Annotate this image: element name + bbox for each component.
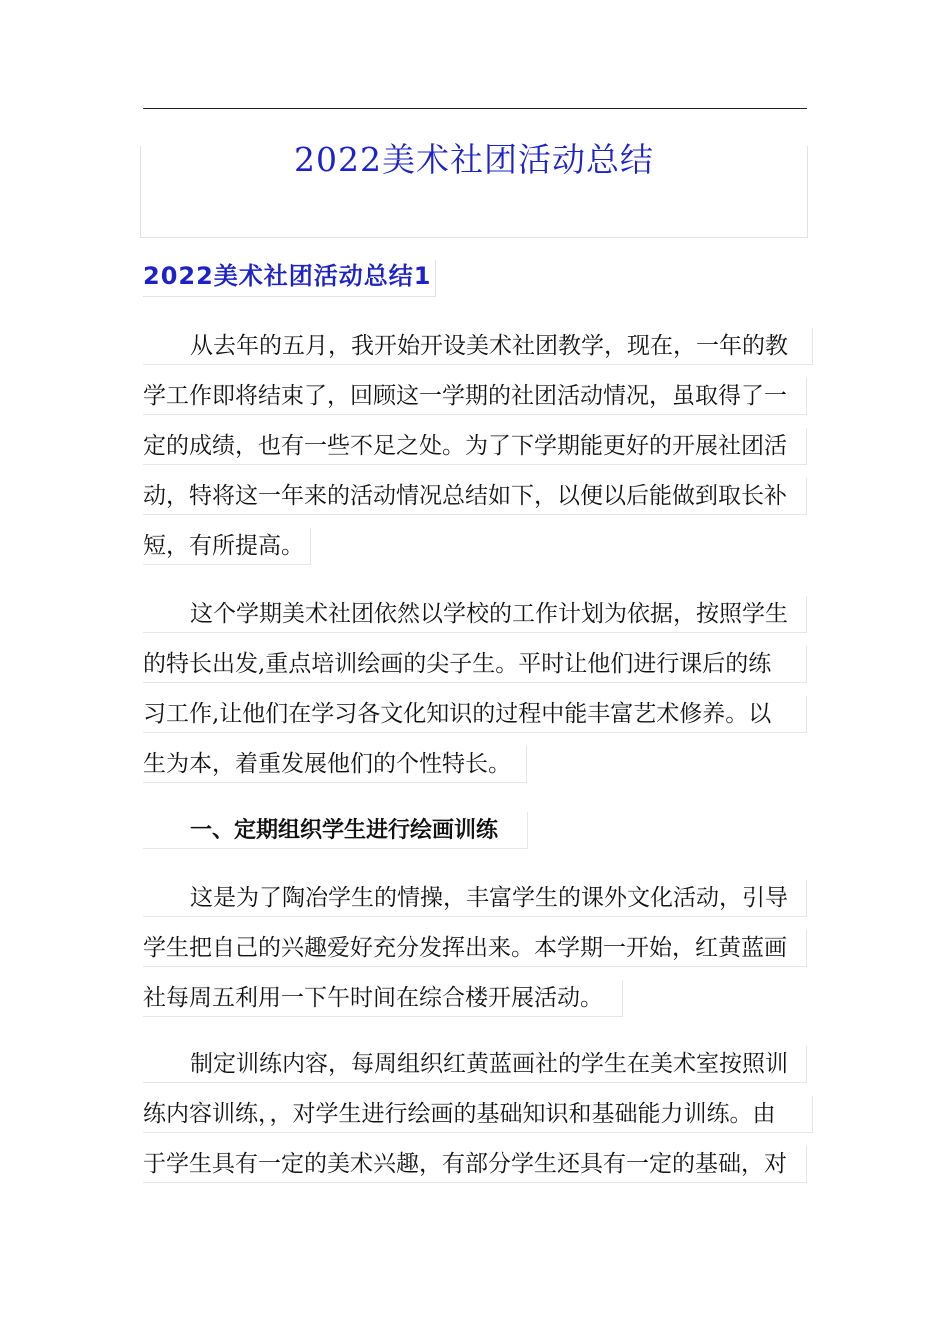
document-title: 2022美术社团活动总结 — [294, 140, 654, 179]
paragraph-line: 社每周五利用一下午时间在综合楼开展活动。 — [143, 980, 623, 1017]
paragraph-line: 短，有所提高。 — [143, 528, 311, 565]
subtitle-frame-right — [435, 260, 436, 296]
paragraph-line: 于学生具有一定的美术兴趣，有部分学生还具有一定的基础，对 — [143, 1146, 807, 1183]
paragraph-line: 的特长出发,重点培训绘画的尖子生。平时让他们进行课后的练 — [143, 646, 807, 683]
top-rule — [143, 108, 807, 109]
paragraph-line: 生为本，着重发展他们的个性特长。 — [143, 746, 527, 783]
paragraph-line: 从去年的五月，我开始开设美术社团教学，现在，一年的教 — [143, 328, 813, 365]
subtitle-frame-bottom — [143, 296, 436, 297]
paragraph-line: 这是为了陶冶学生的情操，丰富学生的课外文化活动，引导 — [143, 880, 807, 917]
paragraph-line: 练内容训练，，对学生进行绘画的基础知识和基础能力训练。由 — [143, 1096, 813, 1133]
section-heading: 一、定期组织学生进行绘画训练 — [143, 812, 528, 849]
paragraph-line: 学生把自己的兴趣爱好充分发挥出来。本学期一开始，红黄蓝画 — [143, 930, 807, 967]
paragraph-line: 制定训练内容，每周组织红黄蓝画社的学生在美术室按照训 — [143, 1046, 807, 1083]
section-subtitle: 2022美术社团活动总结1 — [143, 262, 432, 290]
paragraph-line: 这个学期美术社团依然以学校的工作计划为依据，按照学生 — [143, 596, 807, 633]
paragraph-line: 习工作,让他们在学习各文化知识的过程中能丰富艺术修养。以 — [143, 696, 807, 733]
paragraph-line: 动，特将这一年来的活动情况总结如下，以便以后能做到取长补 — [143, 478, 807, 515]
paragraph-line: 学工作即将结束了，回顾这一学期的社团活动情况，虽取得了一 — [143, 378, 807, 415]
paragraph-line: 定的成绩，也有一些不足之处。为了下学期能更好的开展社团活 — [143, 428, 807, 465]
